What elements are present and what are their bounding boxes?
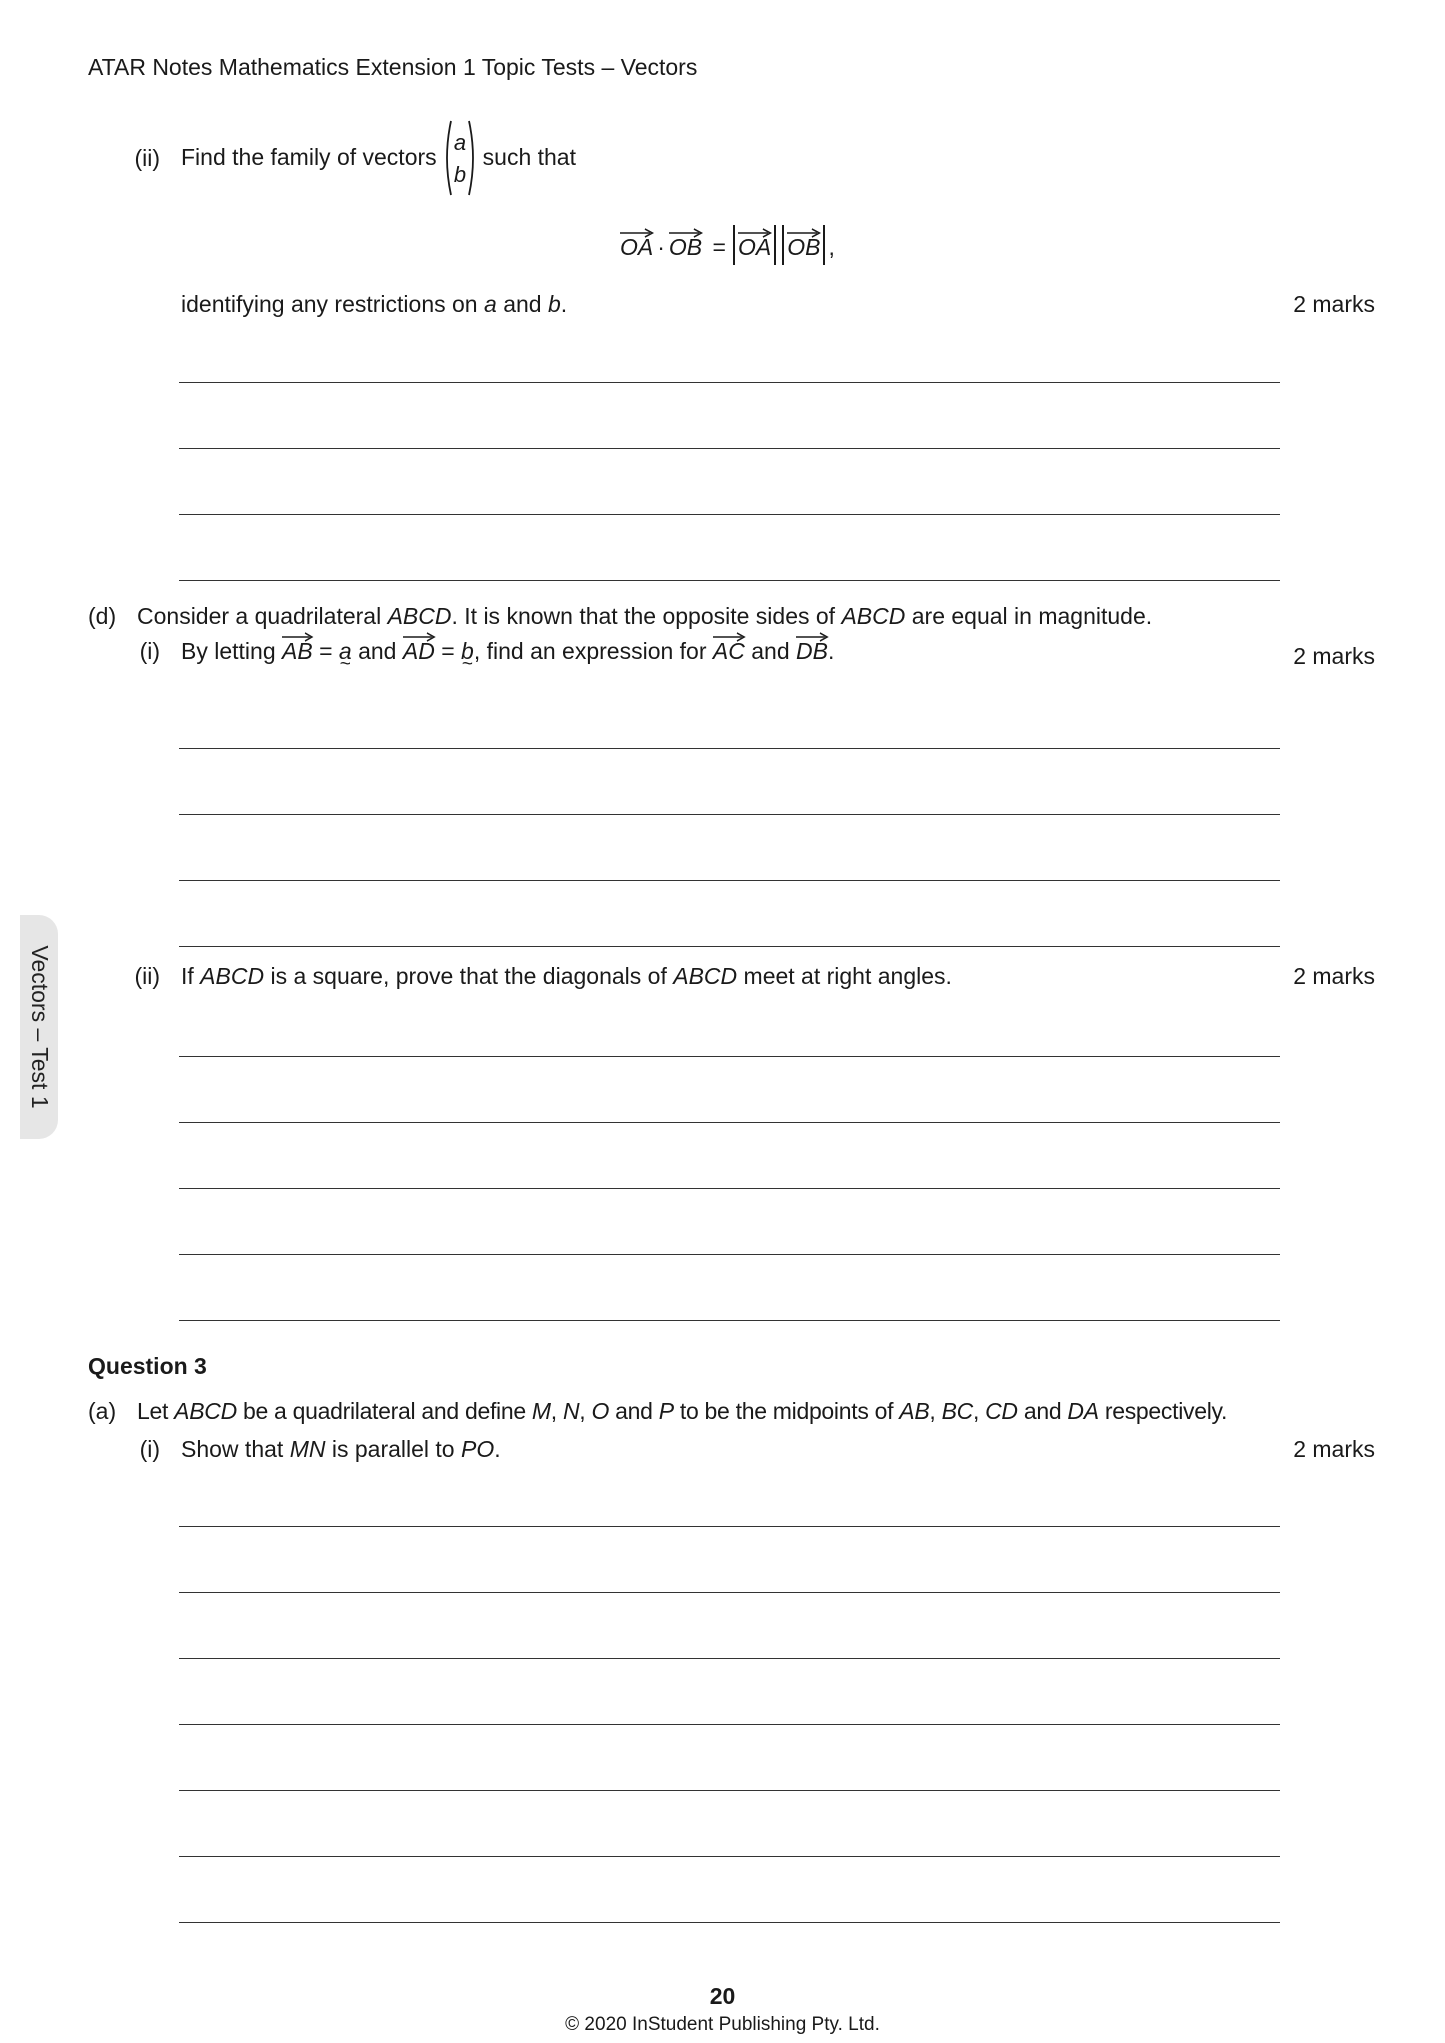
marks-label: 2 marks — [1293, 291, 1375, 317]
restriction-text: identifying any restrictions on a and b. — [181, 291, 568, 317]
answer-line[interactable] — [179, 814, 1280, 815]
answer-line[interactable] — [179, 1922, 1280, 1923]
copyright: © 2020 InStudent Publishing Pty. Ltd. — [565, 2014, 880, 2035]
answer-line[interactable] — [179, 1724, 1280, 1725]
vector-ob: OB — [669, 228, 702, 262]
question-3-a-label: (a) — [88, 1398, 117, 1424]
page-number: 20 — [709, 1983, 736, 2009]
question-title: Question 3 — [88, 1353, 207, 1379]
running-header: ATAR Notes Mathematics Extension 1 Topic Tests – Vectors — [88, 54, 698, 80]
vector-bottom-entry: b — [453, 162, 466, 187]
answer-line[interactable] — [179, 1856, 1280, 1857]
part-d-i-number: (i) — [139, 638, 160, 664]
answer-line[interactable] — [179, 1526, 1280, 1527]
answer-line[interactable] — [179, 514, 1280, 515]
answer-line[interactable] — [179, 1122, 1280, 1123]
question-3-a-i-text: Show that MN is parallel to PO. — [181, 1436, 501, 1462]
part-d-ii-number: (ii) — [134, 963, 160, 989]
answer-line[interactable] — [179, 1188, 1280, 1189]
vector-oa-magnitude: OA — [738, 228, 771, 262]
answer-line[interactable] — [179, 1056, 1280, 1057]
answer-line[interactable] — [179, 880, 1280, 881]
side-tab-label: Vectors – Test 1 — [26, 945, 53, 1109]
answer-line[interactable] — [179, 580, 1280, 581]
part-c-ii-number: (ii) — [134, 145, 160, 171]
question-text: such that — [482, 144, 576, 171]
vector-top-entry: a — [453, 130, 466, 155]
side-tab — [20, 915, 58, 1139]
vector-ab: AB — [282, 632, 313, 666]
marks-label: 2 marks — [1293, 643, 1375, 669]
part-c-ii-question — [181, 122, 576, 194]
answer-line[interactable] — [179, 946, 1280, 947]
vector-a-tilde: a ~ — [339, 638, 352, 666]
answer-line[interactable] — [179, 1254, 1280, 1255]
vector-oa: OA — [620, 228, 653, 262]
part-d-i-question: By letting AB = a ~ and AD = b ~, find an expression for AC and DB. — [181, 632, 834, 666]
column-vector — [442, 119, 478, 197]
vector-b-tilde: b ~ — [461, 638, 474, 666]
part-d-intro: Consider a quadrilateral ABCD. It is known that the opposite sides of ABCD are equal in magnitude. — [137, 603, 1153, 629]
marks-label: 2 marks — [1293, 1436, 1375, 1462]
vector-db: DB — [796, 632, 828, 666]
part-d-label: (d) — [88, 603, 117, 629]
answer-line[interactable] — [179, 448, 1280, 449]
question-text: Find the family of vectors — [181, 144, 437, 171]
vector-ob-magnitude: OB — [787, 228, 820, 262]
vector-ac: AC — [713, 632, 745, 666]
answer-line[interactable] — [179, 1658, 1280, 1659]
part-d-ii-question: If ABCD is a square, prove that the diagonals of ABCD meet at right angles. — [181, 963, 952, 989]
marks-label: 2 marks — [1293, 963, 1375, 989]
question-3-a-i-number: (i) — [139, 1436, 160, 1462]
dot-product-equation: OA · OB = OA OB , — [620, 225, 835, 265]
question-3-a-text: Let ABCD be a quadrilateral and define M, N, O and P to be the midpoints of AB, BC, CD and DA respectively. — [137, 1398, 1228, 1424]
answer-line[interactable] — [179, 748, 1280, 749]
answer-line[interactable] — [179, 1592, 1280, 1593]
answer-line[interactable] — [179, 382, 1280, 383]
answer-line[interactable] — [179, 1320, 1280, 1321]
vector-ad: AD — [403, 632, 435, 666]
answer-line[interactable] — [179, 1790, 1280, 1791]
